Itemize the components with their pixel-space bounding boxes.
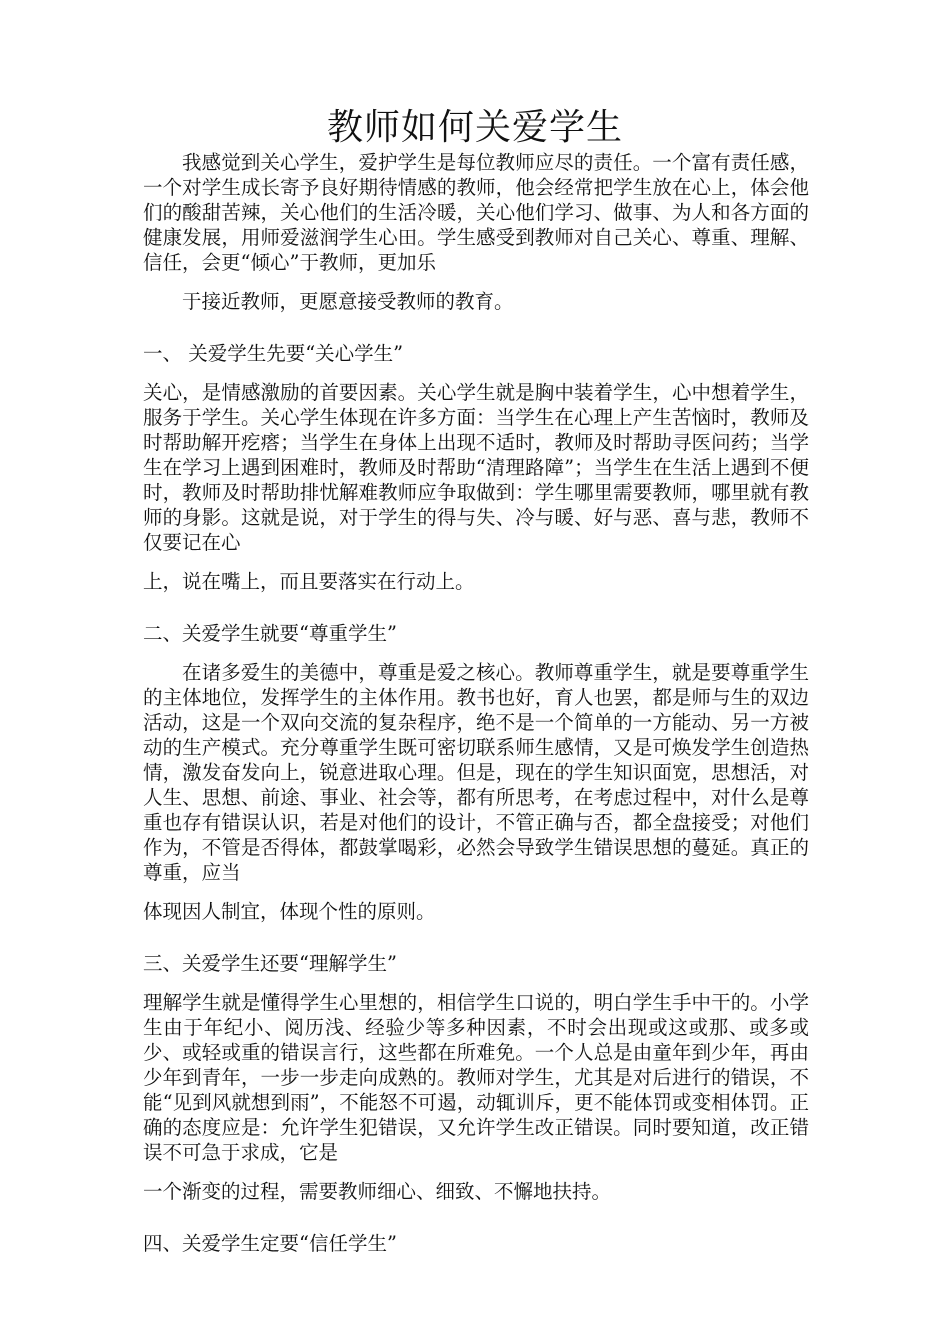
document-body	[143, 150, 809, 1256]
section-paragraph-3	[143, 990, 809, 1204]
section-paragraph-1	[143, 380, 809, 594]
section-paragraph-1-last-line: 上，说在嘴上，而且要落实在行动上。	[143, 570, 475, 593]
section-heading-1: 一、 关爱学生先要“关心学生”	[143, 342, 404, 365]
section-paragraph-2-last-line: 体现因人制宜，体现个性的原则。	[143, 900, 436, 923]
section-heading-2: 二、关爱学生就要“尊重学生”	[143, 622, 397, 645]
document-title: 教师如何关爱学生	[326, 107, 623, 148]
intro-paragraph-last-line: 于接近教师，更愿意接受教师的教育。	[182, 290, 514, 313]
section-paragraph-2	[143, 660, 809, 924]
section-paragraph-3-last-line: 一个渐变的过程，需要教师细心、细致、不懈地扶持。	[143, 1180, 612, 1203]
section-paragraph-3-body: 理解学生就是懂得学生心里想的，相信学生口说的，明白学生手中干的。小学生由于年纪小、阅历浅、经验少等多种因素，不时会出现或这或那、或多或少、或轻或重的错误言行，这些都在所难免。一个人总是由童年到少年，再由少年到青年，一步一步走向成熟的。教师对学生，尤其是对后进行的错误，不能“见到风就想到雨”，不能怒不可遏，动辄训斥，更不能体罚或变相体罚。正确的态度应是：允许学生犯错误，又允许学生改正错误。同时要知道，改正错误不可急于求成，它是	[143, 991, 809, 1164]
section-paragraph-2-body: 在诸多爱生的美德中，尊重是爱之核心。教师尊重学生，就是要尊重学生的主体地位，发挥学生的主体作用。教书也好，育人也罢，都是师与生的双边活动，这是一个双向交流的复杂程序，绝不是一个简单的一方能动、另一方被动的生产模式。充分尊重学生既可密切联系师生感情，又是可焕发学生创造热情，激发奋发向上，锐意进取心理。但是，现在的学生知识面宽，思想活，对人生、思想、前途、事业、社会等，都有所思考，在考虑过程中，对什么是尊重也存有错误认识，若是对他们的设计，不管正确与否，都全盘接受；对他们作为，不管是否得体，都鼓掌喝彩，必然会导致学生错误思想的蔓延。真正的尊重，应当	[143, 661, 809, 884]
section-heading-3: 三、关爱学生还要“理解学生”	[143, 952, 397, 975]
intro-paragraph	[143, 150, 809, 314]
section-paragraph-1-body: 关心，是情感激励的首要因素。关心学生就是胸中装着学生，心中想着学生，服务于学生。关心学生体现在许多方面：当学生在心理上产生苦恼时，教师及时帮助解开疙瘩；当学生在身体上出现不适时，教师及时帮助寻医问药；当学生在学习上遇到困难时，教师及时帮助“清理路障”；当学生在生活上遇到不便时，教师及时帮助排忧解难教师应争取做到：学生哪里需要教师，哪里就有教师的身影。这就是说，对于学生的得与失、冷与暖、好与恶、喜与悲，教师不仅要记在心	[143, 381, 809, 554]
intro-paragraph-body: 我感觉到关心学生，爱护学生是每位教师应尽的责任。一个富有责任感，一个对学生成长寄予良好期待情感的教师，他会经常把学生放在心上，体会他们的酸甜苦辣，关心他们的生活冷暖，关心他们学习、做事、为人和各方面的健康发展，用师爱滋润学生心田。学生感受到教师对自己关心、尊重、理解、信任，会更“倾心”于教师，更加乐	[143, 151, 809, 274]
section-heading-4: 四、关爱学生定要“信任学生”	[143, 1232, 397, 1255]
